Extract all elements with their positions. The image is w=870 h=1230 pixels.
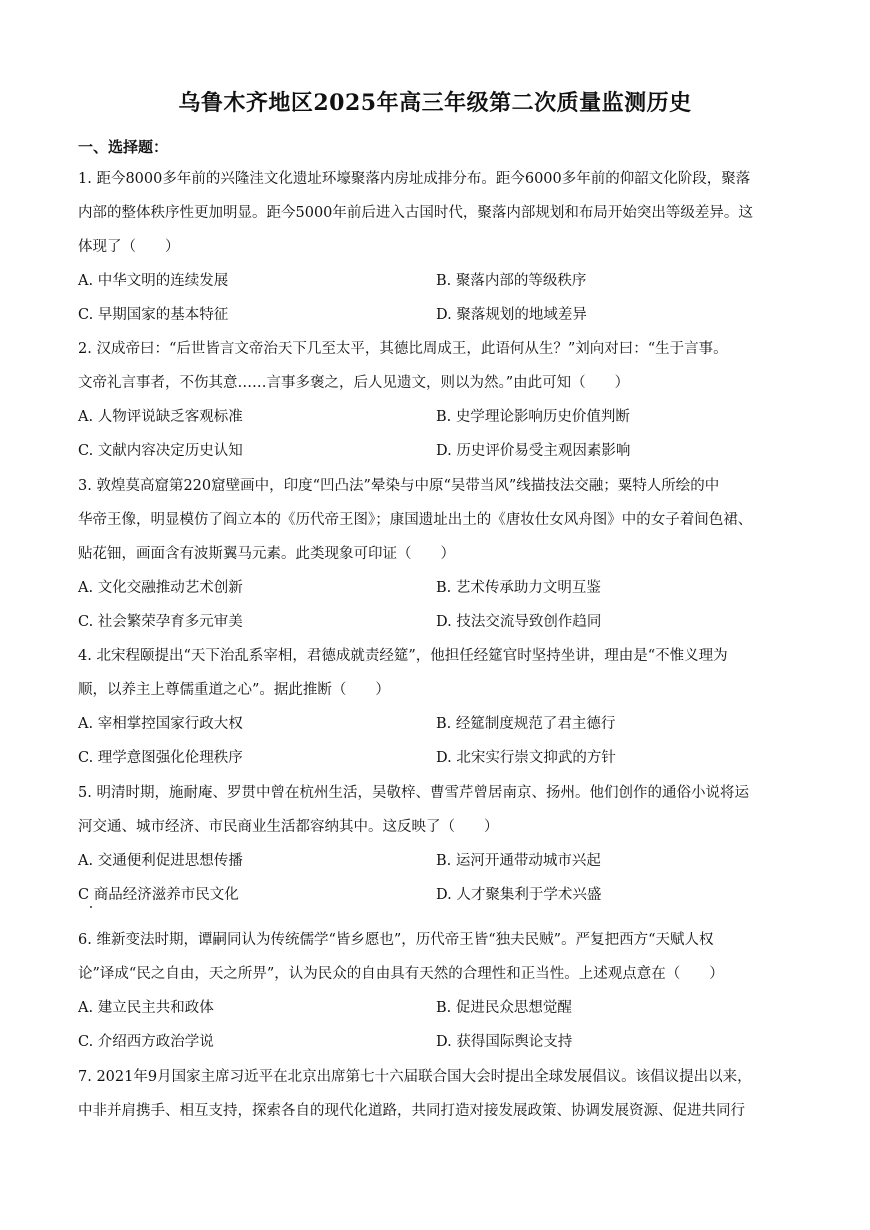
question-6-line-1: 6. 维新变法时期，谭嗣同认为传统儒学“皆乡愿也”，历代帝王皆“独夫民贼”。严复把西方“天赋人权 [78, 932, 714, 948]
question-5-option-b: B. 运河开通带动城市兴起 [436, 853, 601, 869]
question-4-option-b: B. 经筵制度规范了君主德行 [436, 716, 616, 732]
question-1-option-c: C. 早期国家的基本特征 [78, 307, 229, 323]
question-2-option-d: D. 历史评价易受主观因素影响 [436, 443, 631, 459]
question-6-option-a: A. 建立民主共和政体 [78, 1000, 214, 1016]
question-3-option-c: C. 社会繁荣孕育多元审美 [78, 614, 243, 630]
page-title: 乌鲁木齐地区2025年高三年级第二次质量监测历史 [178, 90, 692, 116]
question-3-option-b: B. 艺术传承助力文明互鉴 [436, 580, 601, 596]
stray-dot [90, 906, 92, 908]
question-1-line-1: 1. 距今8000多年前的兴隆洼文化遗址环壕聚落内房址成排分布。距今6000多年前的仰韶文化阶段，聚落 [78, 171, 751, 187]
question-4-option-a: A. 宰相掌控国家行政大权 [78, 716, 243, 732]
question-4-line-2: 顺，以养主上尊儒重道之心”。据此推断（ ） [78, 682, 390, 698]
question-4-option-d: D. 北宋实行崇文抑武的方针 [436, 750, 616, 766]
question-1-option-a: A. 中华文明的连续发展 [78, 273, 229, 289]
question-7-line-1: 7. 2021年9月国家主席习近平在北京出席第七十六届联合国大会时提出全球发展倡议。该倡议提出以来， [78, 1069, 752, 1085]
question-2-line-2: 文帝礼言事者，不伤其意……言事多褒之，后人见遗文，则以为然。”由此可知（ ） [78, 375, 630, 391]
question-3-line-1: 3. 敦煌莫高窟第220窟壁画中，印度“凹凸法”晕染与中原“吴带当风”线描技法交融；粟特人所绘的中 [78, 478, 720, 494]
question-3-line-3: 贴花钿，画面含有波斯翼马元素。此类现象可印证（ ） [78, 546, 455, 562]
question-3-line-2: 华帝王像，明显模仿了阎立本的《历代帝王图》；康国遗址出土的《唐妆仕女风舟图》中的女子着间色裙、 [78, 512, 753, 528]
question-5-line-1: 5. 明清时期，施耐庵、罗贯中曾在杭州生活，吴敬梓、曹雪芹曾居南京、扬州。他们创作的通俗小说将运 [78, 785, 749, 801]
question-3-option-d: D. 技法交流导致创作趋同 [436, 614, 602, 630]
question-6-option-b: B. 促进民众思想觉醒 [436, 1000, 572, 1016]
question-7-line-2: 中非并肩携手、相互支持，探索各自的现代化道路，共同打造对接发展政策、协调发展资源、促进共同行 [78, 1103, 745, 1119]
question-1-option-b: B. 聚落内部的等级秩序 [436, 273, 587, 289]
section-heading: 一、选择题： [78, 138, 169, 156]
question-4-line-1: 4. 北宋程颐提出“天下治乱系宰相，君德成就责经筵”，他担任经筵官时坚持坐讲，理由是“不惟义理为 [78, 648, 728, 664]
question-1-line-3: 体现了（ ） [78, 239, 180, 255]
question-6-line-2: 论”译成“民之自由，天之所畀”，认为民众的自由具有天然的合理性和正当性。上述观点意在（ ） [78, 966, 724, 982]
question-3-option-a: A. 文化交融推动艺术创新 [78, 580, 243, 596]
question-5-option-d: D. 人才聚集利于学术兴盛 [436, 887, 602, 903]
question-4-option-c: C. 理学意图强化伦理秩序 [78, 750, 243, 766]
question-1-option-d: D. 聚落规划的地域差异 [436, 307, 587, 323]
question-6-option-d: D. 获得国际舆论支持 [436, 1034, 573, 1050]
question-5-option-a: A. 交通便利促进思想传播 [78, 853, 243, 869]
question-1-line-2: 内部的整体秩序性更加明显。距今5000年前后进入古国时代，聚落内部规划和布局开始突出等级差异。这 [78, 205, 753, 221]
question-2-option-c: C. 文献内容决定历史认知 [78, 443, 243, 459]
question-2-option-a: A. 人物评说缺乏客观标准 [78, 409, 243, 425]
question-2-option-b: B. 史学理论影响历史价值判断 [436, 409, 630, 425]
question-5-option-c: C 商品经济滋养市民文化 [78, 887, 239, 903]
question-2-line-1: 2. 汉成帝曰：“后世皆言文帝治天下几至太平，其德比周成王，此语何从生？”刘向对曰：“生于言事。 [78, 341, 728, 357]
question-6-option-c: C. 介绍西方政治学说 [78, 1034, 214, 1050]
question-5-line-2: 河交通、城市经济、市民商业生活都容纳其中。这反映了（ ） [78, 819, 499, 835]
